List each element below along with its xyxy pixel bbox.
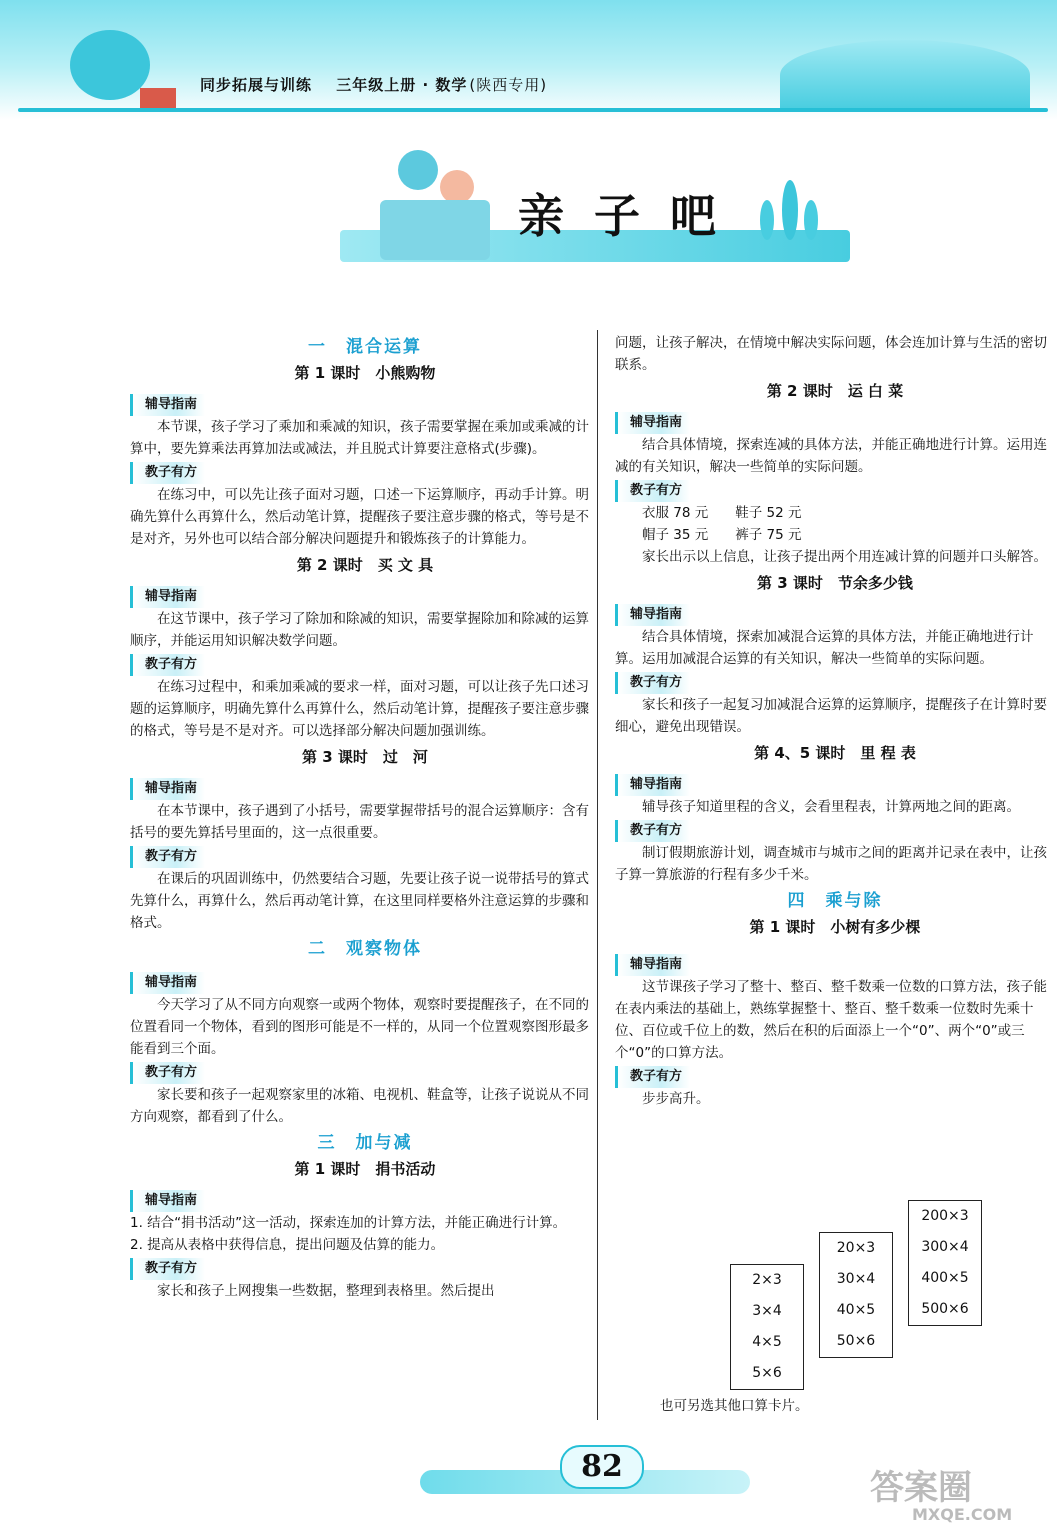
calc-card: 5×6 bbox=[752, 1365, 782, 1381]
guide-tag: 辅导指南 bbox=[615, 412, 690, 434]
method-text: 家长和孩子一起复习加减混合运算的运算顺序，提醒孩子在计算时要细心，避免出现错误。 bbox=[615, 697, 1047, 735]
method-tag: 教子有方 bbox=[130, 1062, 205, 1084]
guide-tag: 辅导指南 bbox=[130, 586, 205, 608]
calc-card: 20×3 bbox=[836, 1240, 876, 1256]
guide-text: 本节课，孩子学习了乘加和乘减的知识，孩子需要掌握在乘加或乘减的计算中，要先算乘法再算加法或减法，并且脱式计算要注意格式(步骤)。 bbox=[130, 419, 589, 457]
price-line: 帽子 35 元 裤子 75 元 bbox=[642, 527, 802, 543]
trees-illustration bbox=[760, 180, 820, 240]
unit-title: 三 加与减 bbox=[317, 1133, 413, 1153]
watermark: 答案圈 bbox=[870, 1468, 972, 1508]
unit-title: 一 混合运算 bbox=[308, 337, 422, 357]
method-tag: 教子有方 bbox=[615, 480, 690, 502]
method-text: 家长出示以上信息，让孩子提出两个用连减计算的问题并口头解答。 bbox=[642, 549, 1047, 565]
calc-card: 3×4 bbox=[752, 1303, 782, 1319]
calc-card-column-2 bbox=[819, 1232, 893, 1358]
book-grade: 三年级上册 · 数学 bbox=[336, 76, 468, 94]
guide-tag: 辅导指南 bbox=[615, 604, 690, 626]
guide-tag: 辅导指南 bbox=[130, 394, 205, 416]
watermark-url: MXQE.COM bbox=[912, 1505, 1013, 1524]
guide-item: 1. 结合“捐书活动”这一活动，探索连加的计算方法，并能正确进行计算。 bbox=[130, 1215, 567, 1231]
calc-card: 200×3 bbox=[921, 1208, 969, 1224]
calc-card: 400×5 bbox=[921, 1270, 969, 1286]
tree-illustration bbox=[70, 30, 150, 100]
lesson-title: 第 2 课时 运 白 菜 bbox=[766, 382, 904, 400]
banner-title: 亲子吧 bbox=[518, 189, 746, 243]
guide-item: 2. 提高从表格中获得信息，提出问题及估算的能力。 bbox=[130, 1237, 445, 1253]
calc-card-staircase bbox=[730, 1200, 990, 1400]
method-text: 步步高升。 bbox=[642, 1091, 710, 1107]
lesson-title: 第 1 课时 小树有多少棵 bbox=[749, 918, 921, 936]
price-line: 衣服 78 元 鞋子 52 元 bbox=[642, 505, 802, 521]
calc-card-column-1 bbox=[730, 1264, 804, 1390]
calc-card: 50×6 bbox=[836, 1333, 876, 1349]
calc-card: 30×4 bbox=[836, 1271, 876, 1287]
header-title bbox=[200, 74, 565, 95]
hills-illustration bbox=[780, 40, 1030, 110]
book-edition: (陕西专用) bbox=[469, 76, 548, 94]
method-text: 家长和孩子上网搜集一些数据，整理到表格里。然后提出 bbox=[157, 1283, 495, 1299]
guide-text: 在本节课中，孩子遇到了小括号，需要掌握带括号的混合运算顺序：含有括号的要先算括号里面的，这一点很重要。 bbox=[130, 803, 589, 841]
calc-card: 40×5 bbox=[836, 1302, 876, 1318]
lesson-title: 第 3 课时 过 河 bbox=[302, 748, 428, 766]
guide-text: 在这节课中，孩子学习了除加和除减的知识，需要掌握除加和除减的运算顺序，并能运用知识解决数学问题。 bbox=[130, 611, 589, 649]
unit-title: 二 观察物体 bbox=[308, 939, 422, 959]
calc-card: 4×5 bbox=[752, 1334, 782, 1350]
method-text: 制订假期旅游计划，调查城市与城市之间的距离并记录在表中，让孩子算一算旅游的行程有多少千米。 bbox=[615, 845, 1047, 883]
left-column bbox=[130, 332, 600, 1302]
house-illustration bbox=[140, 88, 176, 108]
method-text: 在练习中，可以先让孩子面对习题，口述一下运算顺序，再动手计算。明确先算什么再算什么，然后动笔计算，提醒孩子要注意步骤的格式，等号是不是对齐，另外也可以结合部分解决问题提升和锻炼孩子的计算能力。 bbox=[130, 487, 589, 547]
lesson-title: 第 1 课时 小熊购物 bbox=[294, 364, 436, 382]
guide-text: 今天学习了从不同方向观察一或两个物体，观察时要提醒孩子，在不同的位置看同一个物体，看到的图形可能是不一样的，从同一个位置观察图形最多能看到三个面。 bbox=[130, 997, 589, 1057]
unit-title: 四 乘与除 bbox=[787, 891, 883, 911]
section-banner bbox=[340, 150, 850, 262]
guide-tag: 辅导指南 bbox=[130, 1190, 205, 1212]
method-tag: 教子有方 bbox=[130, 462, 205, 484]
lesson-title: 第 3 课时 节余多少钱 bbox=[757, 574, 913, 592]
method-tag: 教子有方 bbox=[615, 672, 690, 694]
closing-note: 也可另选其他口算卡片。 bbox=[660, 1398, 809, 1414]
parent-child-reading-illustration bbox=[380, 150, 490, 260]
page-number: 82 bbox=[560, 1445, 644, 1489]
method-text: 在课后的巩固训练中，仍然要结合习题，先要让孩子说一说带括号的算式先算什么，再算什么，然后再动笔计算，在这里同样要格外注意运算的步骤和格式。 bbox=[130, 871, 589, 931]
series-name: 同步拓展与训练 bbox=[200, 76, 313, 94]
guide-tag: 辅导指南 bbox=[130, 778, 205, 800]
guide-text: 辅导孩子知道里程的含义，会看里程表，计算两地之间的距离。 bbox=[642, 799, 1020, 815]
method-tag: 教子有方 bbox=[615, 1066, 690, 1088]
method-tag: 教子有方 bbox=[615, 820, 690, 842]
guide-text: 结合具体情境，探索加减混合运算的具体方法，并能正确地进行计算。运用加减混合运算的有关知识，解决一些简单的实际问题。 bbox=[615, 629, 1034, 667]
method-text: 在练习过程中，和乘加乘减的要求一样，面对习题，可以让孩子先口述习题的运算顺序，明确先算什么再算什么，然后动笔计算，提醒孩子要注意步骤的格式，等号是不是对齐。可以选择部分解决问题加强训练。 bbox=[130, 679, 589, 739]
guide-text: 这节课孩子学习了整十、整百、整千数乘一位数的口算方法，孩子能在表内乘法的基础上，熟练掌握整十、整百、整千数乘一位数时先乘十位、百位或千位上的数，然后在积的后面添上一个“0”、两个“0”或三个“0”的口算方法。 bbox=[615, 979, 1047, 1061]
lesson-title: 第 1 课时 捐书活动 bbox=[294, 1160, 436, 1178]
calc-card: 500×6 bbox=[921, 1301, 969, 1317]
lesson-title: 第 4、5 课时 里 程 表 bbox=[754, 744, 916, 762]
method-tag: 教子有方 bbox=[130, 846, 205, 868]
method-tag: 教子有方 bbox=[130, 654, 205, 676]
method-tag: 教子有方 bbox=[130, 1258, 205, 1280]
method-text: 家长要和孩子一起观察家里的冰箱、电视机、鞋盒等，让孩子说说从不同方向观察，都看到了什么。 bbox=[130, 1087, 589, 1125]
header-rule bbox=[18, 108, 1048, 112]
calc-card-column-3 bbox=[908, 1200, 982, 1326]
guide-tag: 辅导指南 bbox=[130, 972, 205, 994]
guide-tag: 辅导指南 bbox=[615, 954, 690, 976]
calc-card: 300×4 bbox=[921, 1239, 969, 1255]
continued-text: 问题，让孩子解决，在情境中解决实际问题，体会连加计算与生活的密切联系。 bbox=[615, 335, 1047, 373]
guide-tag: 辅导指南 bbox=[615, 774, 690, 796]
calc-card: 2×3 bbox=[752, 1272, 782, 1288]
guide-text: 结合具体情境，探索连减的具体方法，并能正确地进行计算。运用连减的有关知识，解决一些简单的实际问题。 bbox=[615, 437, 1047, 475]
lesson-title: 第 2 课时 买 文 具 bbox=[296, 556, 434, 574]
right-column bbox=[615, 332, 1055, 1110]
